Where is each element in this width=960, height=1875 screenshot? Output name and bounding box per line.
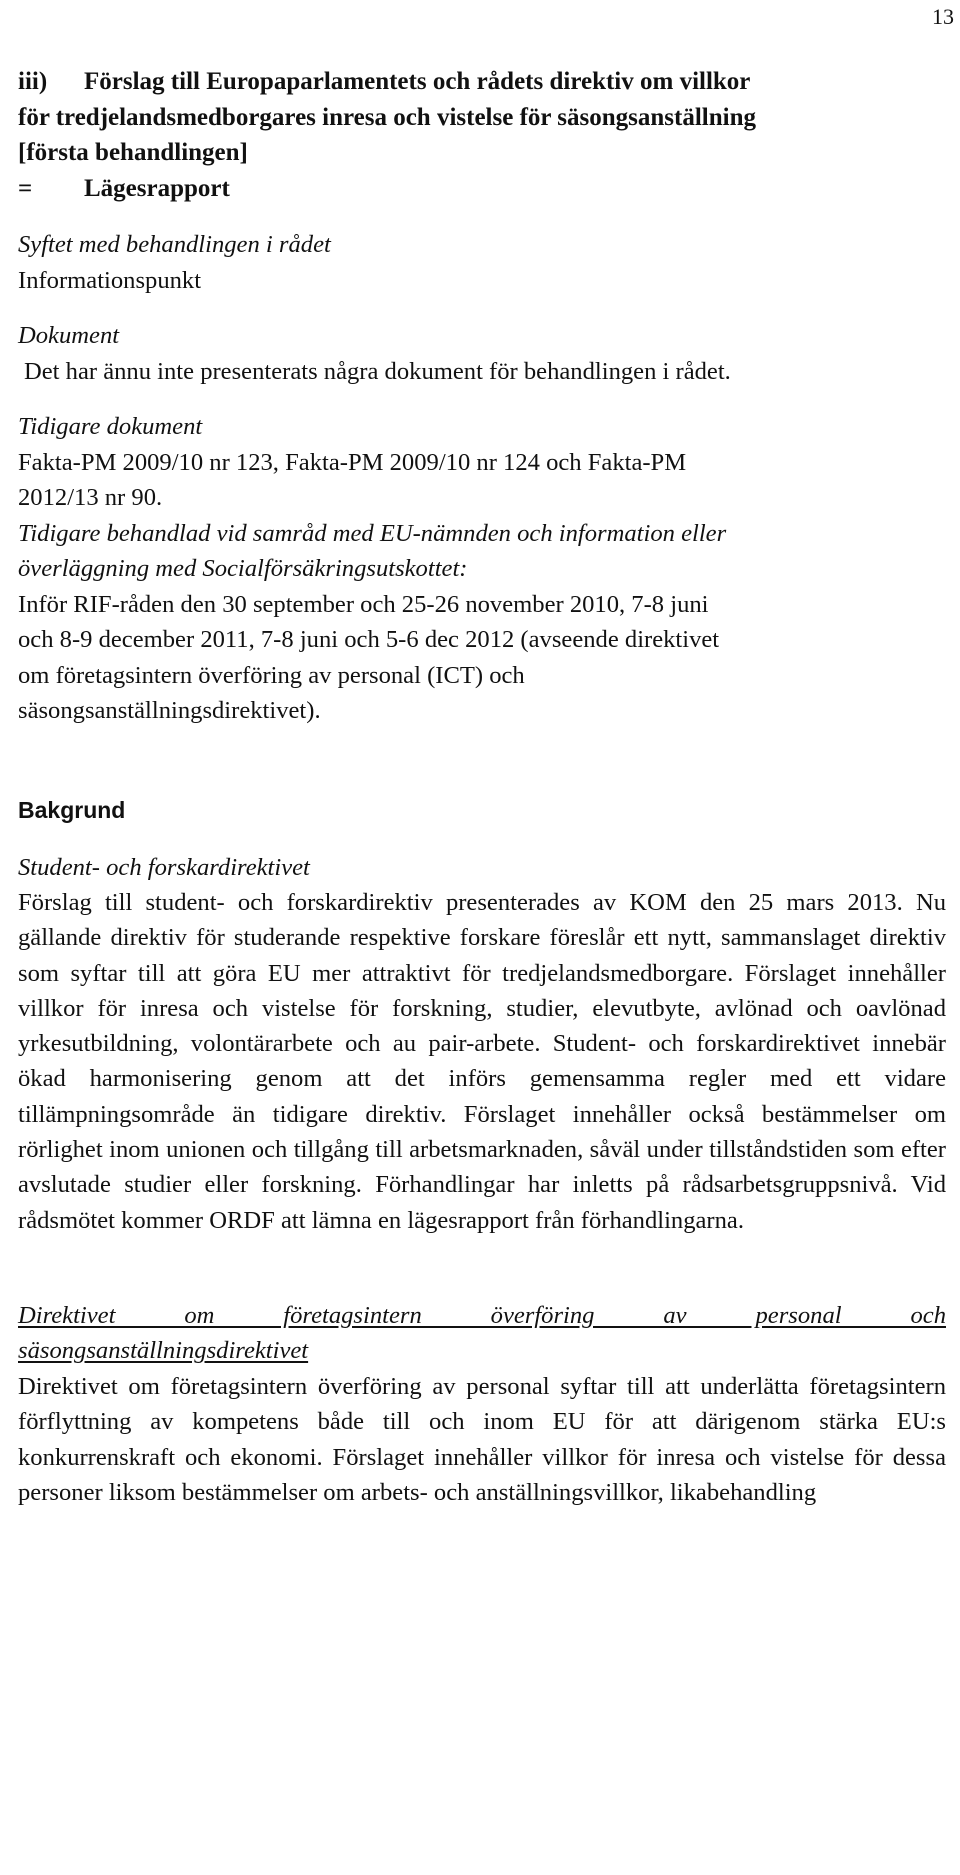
student-directive-paragraph: Förslag till student- och forskardirektiv presenterades av KOM den 25 mars 2013. Nu gällande direktiv för studerande respektive forskare föreslår ett nytt, sammanslaget direktiv som syftar till att göra EU mer attraktivt för tredjelandsmedborgare. Förslaget innehåller villkor för inresa och vistelse för forskning, studier, elevutbyte, avlönad och oavlönad yrkesutbildning, volontärarbete och au pair-arbete. Student- och forskardirektivet innebär ökad harmonisering genom att det införs gemensamma regler med ett vidare tillämpningsområde än tidigare direktiv. Förslaget innehåller också bestämmelser om rörlighet inom unionen och tillgång till arbetsmarknaden, såväl under tillståndstiden som efter avslutade studier eller forskning. Förhandlingar har inletts på rådsarbetsgruppsnivå. Vid rådsmötet kommer ORDF att lämna en lägesrapport från förhandlingarna.: [18, 889, 946, 1234]
previous-treatment-heading-2: överläggning med Socialförsäkringsutskottet:: [18, 555, 468, 582]
previous-documents-line-2: 2012/13 nr 90.: [18, 484, 163, 511]
agenda-title-text: Förslag till Europaparlamentets och rådets direktiv om villkor: [84, 68, 751, 95]
previous-documents-line-1: Fakta-PM 2009/10 nr 123, Fakta-PM 2009/10 nr 124 och Fakta-PM: [18, 448, 687, 476]
student-directive-heading: Student- och forskardirektivet: [18, 853, 310, 881]
previous-treatment-heading-1: Tidigare behandlad vid samråd med EU-nämnden och information eller: [18, 519, 727, 547]
agenda-item: [18, 64, 946, 206]
previous-treatment-line-3: om företagsintern överföring av personal (ICT) och: [18, 661, 525, 689]
agenda-status-marker: =: [18, 174, 33, 202]
page-content: [18, 64, 946, 1510]
agenda-status-text: Lägesrapport: [84, 174, 230, 202]
purpose-heading: Syftet med behandlingen i rådet: [18, 231, 331, 258]
agenda-stage: [första behandlingen]: [18, 139, 248, 166]
agenda-title-continued: för tredjelandsmedborgares inresa och vistelse för säsongsanställning: [18, 103, 756, 131]
previous-treatment-line-1: Inför RIF-råden den 30 september och 25-26 november 2010, 7-8 juni: [18, 590, 709, 618]
agenda-item-number: iii): [18, 68, 48, 95]
page-number: 13: [932, 4, 954, 29]
agenda-status-line: [18, 171, 946, 207]
documents-text: Det har ännu inte presenterats några dokument för behandlingen i rådet.: [24, 357, 731, 385]
purpose-text: Informationspunkt: [18, 266, 202, 294]
previous-documents-heading: Tidigare dokument: [18, 413, 203, 440]
background-heading: Bakgrund: [18, 796, 126, 823]
ict-directive-paragraph: Direktivet om företagsintern överföring av personal syftar till att underlätta företagsintern förflyttning av kompetens både till och inom EU för att därigenom stärka EU:s konkurrenskraft och ekonomi. Förslaget innehåller villkor för inresa och vistelse för dessa personer liksom bestämmelser om arbets- och anställningsvillkor, likabehandling: [18, 1372, 946, 1506]
agenda-title-line: [18, 64, 946, 100]
documents-heading: Dokument: [18, 322, 120, 349]
previous-treatment-line-2: och 8-9 december 2011, 7-8 juni och 5-6 dec 2012 (avseende direktivet: [18, 626, 720, 653]
previous-treatment-line-4: säsongsanställningsdirektivet).: [18, 697, 321, 724]
ict-directive-heading-line-2: säsongsanställningsdirektivet: [18, 1337, 309, 1365]
ict-directive-heading-line-1: Direktivet om företagsintern överföring av personal och: [18, 1301, 946, 1329]
